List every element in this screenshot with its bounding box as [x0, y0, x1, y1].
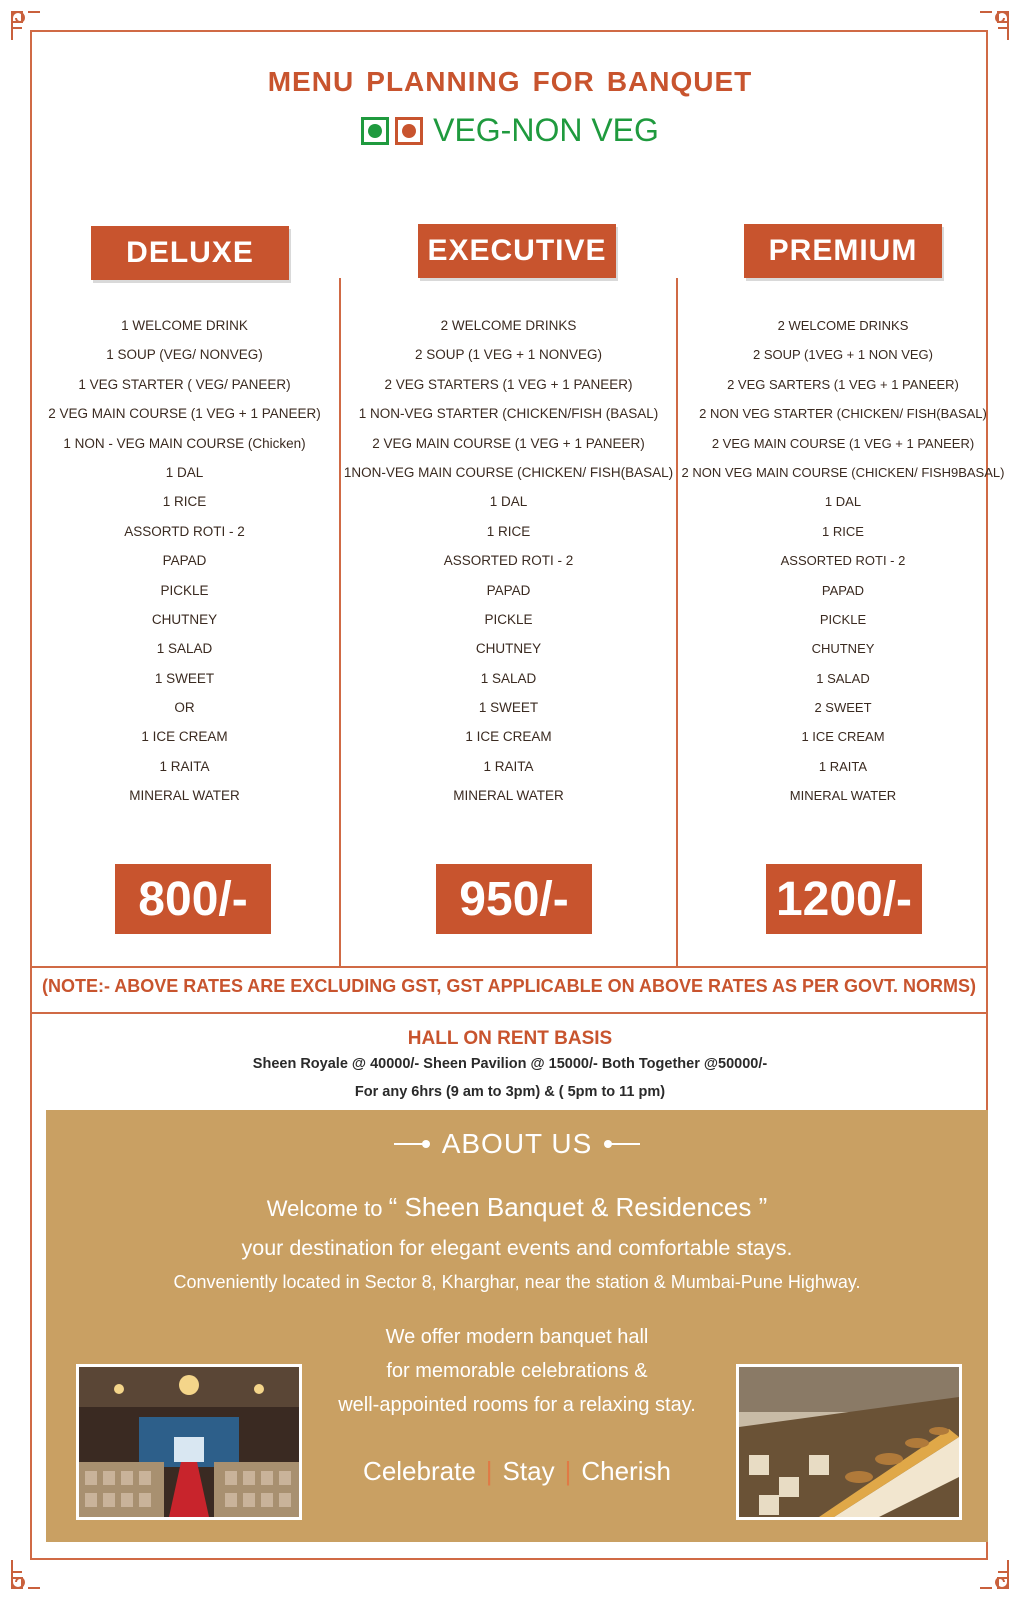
menu-item: 1 ICE CREAM — [465, 729, 552, 745]
menu-item: 1 DAL — [489, 494, 528, 510]
plan-title-premium: PREMIUM — [744, 224, 942, 278]
menu-item: 1 RAITA — [818, 758, 868, 774]
menu-item: CHUTNEY — [475, 641, 542, 657]
menu-item: 2 SOUP (1VEG + 1 NON VEG) — [752, 347, 933, 363]
about-line: We offer modern banquet hall — [385, 1326, 649, 1348]
menu-item: PICKLE — [484, 611, 533, 627]
menu-item: OR — [174, 700, 195, 716]
menu-item: PAPAD — [821, 582, 865, 598]
menu-item: PICKLE — [819, 611, 867, 627]
menu-item: 1 RAITA — [483, 758, 534, 774]
menu-item: 2 VEG MAIN COURSE (1 VEG + 1 PANEER) — [48, 406, 321, 422]
menu-item: 1 SALAD — [816, 670, 870, 686]
veg-nonveg-legend — [0, 112, 1020, 149]
menu-item: 1 RICE — [486, 523, 531, 539]
menu-item: ASSORTD ROTI - 2 — [124, 523, 245, 539]
plan-items-executive — [341, 311, 676, 811]
menu-item: ASSORTED ROTI - 2 — [443, 553, 574, 569]
tagline-word: Stay — [502, 1456, 555, 1486]
plan-items-deluxe — [30, 311, 339, 811]
corner-ornament-icon — [8, 8, 44, 44]
menu-item: PICKLE — [160, 582, 209, 598]
ornament-dash-icon — [606, 1143, 640, 1145]
hall-timing: For any 6hrs (9 am to 3pm) & ( 5pm to 11 pm) — [354, 1084, 666, 1100]
menu-item: 2 VEG MAIN COURSE (1 VEG + 1 PANEER) — [711, 435, 975, 451]
plan-title-executive: EXECUTIVE — [418, 224, 616, 278]
menu-item: 2 NON VEG STARTER (CHICKEN/ FISH(BASAL) — [699, 406, 987, 422]
menu-item: MINERAL WATER — [789, 788, 897, 804]
menu-item: 1 SALAD — [156, 641, 213, 657]
corner-ornament-icon — [8, 1556, 44, 1592]
menu-item: ASSORTED ROTI - 2 — [780, 553, 906, 569]
about-heading — [46, 1128, 988, 1160]
welcome-line — [46, 1192, 988, 1223]
menu-item: PAPAD — [486, 582, 531, 598]
hall-rent-title: HALL ON RENT BASIS — [407, 1028, 613, 1049]
tagline-separator: | — [485, 1456, 493, 1486]
menu-item: 1 RAITA — [159, 758, 210, 774]
menu-item: 2 NON VEG MAIN COURSE (CHICKEN/ FISH9BASAL) — [681, 464, 1005, 480]
menu-item: MINERAL WATER — [129, 788, 240, 804]
hall-rates: Sheen Royale @ 40000/- Sheen Pavilion @ 15000/- Both Together @50000/- — [252, 1056, 768, 1072]
welcome-prefix: Welcome to — [266, 1196, 383, 1221]
gst-note: (NOTE:- ABOVE RATES ARE EXCLUDING GST, GST APPLICABLE ON ABOVE RATES AS PER GOVT. NORMS) — [41, 976, 977, 996]
menu-item: 1 DAL — [165, 464, 204, 480]
tagline-word: Celebrate — [363, 1456, 476, 1486]
menu-item: MINERAL WATER — [453, 788, 564, 804]
menu-item: 1 WELCOME DRINK — [121, 318, 248, 333]
plan-title-deluxe: DELUXE — [91, 226, 289, 280]
about-location: Conveniently located in Sector 8, Kharghar, near the station & Mumbai-Pune Highway. — [173, 1272, 861, 1292]
menu-item: 1 ICE CREAM — [801, 729, 885, 745]
menu-item: 2 VEG MAIN COURSE (1 VEG + 1 PANEER) — [372, 435, 645, 451]
menu-item: CHUTNEY — [151, 611, 218, 627]
page-subtitle: VEG-NON VEG — [433, 112, 659, 148]
menu-item: 1 NON-VEG STARTER (CHICKEN/FISH (BASAL) — [358, 406, 659, 422]
menu-item: 1NON-VEG MAIN COURSE (CHICKEN/ FISH(BASAL) — [343, 464, 674, 480]
venue-name: “ Sheen Banquet & Residences ” — [388, 1192, 768, 1222]
price-deluxe: 800/- — [115, 864, 271, 934]
menu-item: 2 WELCOME DRINKS — [777, 318, 909, 333]
menu-item: 2 WELCOME DRINKS — [440, 318, 577, 333]
menu-item: 2 SWEET — [814, 700, 872, 716]
price-premium: 1200/- — [766, 864, 922, 934]
about-heading-text: ABOUT US — [441, 1128, 593, 1159]
tagline-word: Cherish — [581, 1456, 671, 1486]
menu-item: 1 RICE — [822, 523, 864, 539]
corner-ornament-icon — [976, 8, 1012, 44]
about-line: well-appointed rooms for a relaxing stay. — [338, 1394, 696, 1416]
menu-item: PAPAD — [162, 553, 207, 569]
menu-item: 1 SOUP (VEG/ NONVEG) — [106, 347, 263, 363]
tagline-separator: | — [564, 1456, 572, 1486]
banquet-hall-photo — [76, 1364, 302, 1520]
page-title: menu planning for banquet — [267, 56, 753, 100]
menu-item: 1 SWEET — [154, 670, 215, 686]
menu-item: 2 VEG STARTERS (1 VEG + 1 PANEER) — [384, 376, 633, 392]
about-line: for memorable celebrations & — [386, 1360, 648, 1382]
menu-item: 1 NON - VEG MAIN COURSE (Chicken) — [63, 435, 306, 451]
menu-item: 1 ICE CREAM — [141, 729, 228, 745]
ornament-dash-icon — [394, 1143, 428, 1145]
menu-item: 2 VEG SARTERS (1 VEG + 1 PANEER) — [727, 376, 959, 392]
divider-line — [30, 966, 988, 968]
menu-item: 1 VEG STARTER ( VEG/ PANEER) — [78, 376, 291, 392]
buffet-counter-photo — [736, 1364, 962, 1520]
menu-item: 1 SALAD — [480, 670, 537, 686]
menu-item: 2 SOUP (1 VEG + 1 NONVEG) — [415, 347, 602, 363]
plan-items-premium — [678, 311, 1008, 811]
divider-line — [30, 1012, 988, 1014]
price-executive: 950/- — [436, 864, 592, 934]
nonveg-symbol-icon — [395, 117, 423, 145]
corner-ornament-icon — [976, 1556, 1012, 1592]
menu-item: 1 DAL — [824, 494, 862, 510]
about-line: your destination for elegant events and comfortable stays. — [241, 1236, 793, 1260]
menu-item: 1 RICE — [162, 494, 207, 510]
veg-symbol-icon — [361, 117, 389, 145]
menu-item: CHUTNEY — [811, 641, 875, 657]
menu-item: 1 SWEET — [478, 700, 539, 716]
